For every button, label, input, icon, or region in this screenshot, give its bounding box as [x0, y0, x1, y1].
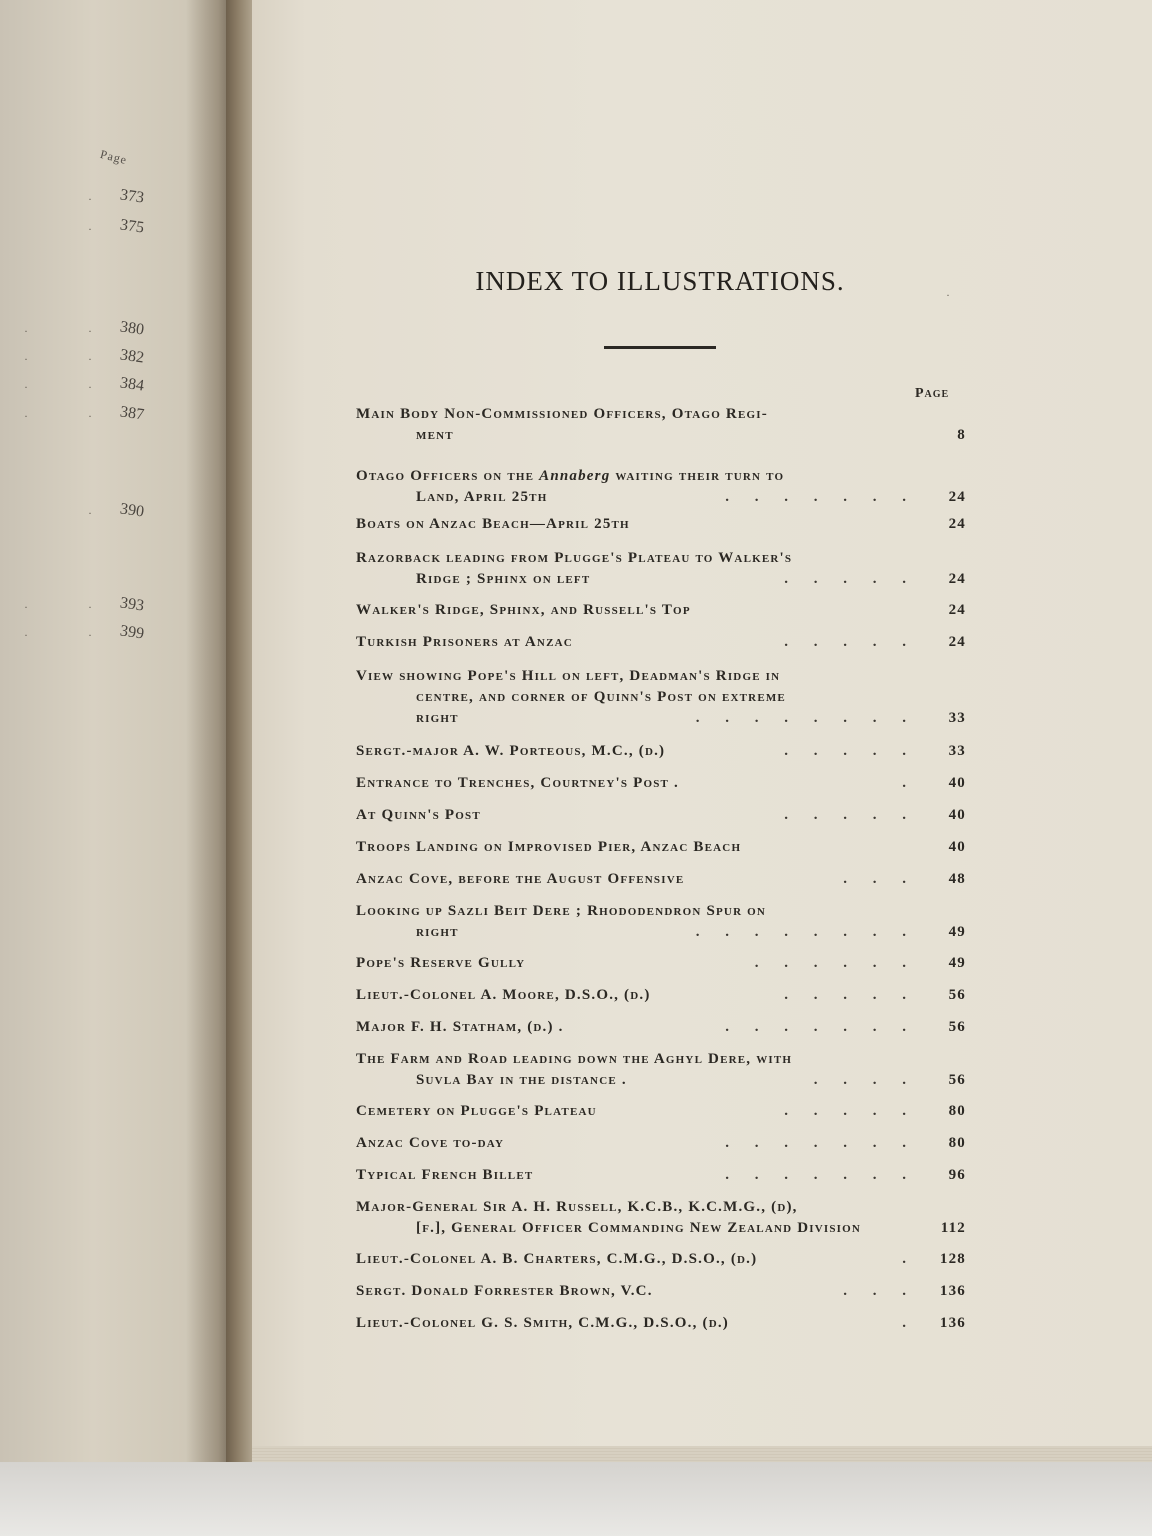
index-entry-text: Ridge ; Sphinx on left [416, 571, 591, 587]
index-entry-text: Typical French Billet [356, 1167, 534, 1183]
left-page-number: 373 [119, 186, 146, 207]
left-page-number: 384 [119, 374, 146, 395]
index-entry-page: 56 [948, 1072, 966, 1088]
dot-leader: . . . . . [784, 743, 906, 759]
index-entry-text: Boats on Anzac Beach—April 25th [356, 516, 630, 532]
index-entry [356, 466, 976, 508]
index-entry-text: Razorback leading from Plugge's Plateau to Walker's [356, 550, 793, 566]
index-entry-line [356, 805, 976, 826]
dot-leader: . . . . . . . [725, 489, 906, 505]
left-page-row: · · 380 [24, 318, 146, 339]
index-entry-page: 24 [948, 634, 966, 650]
index-entry-text: Sergt. Donald Forrester Brown, V.C. [356, 1283, 653, 1299]
page-title: INDEX TO ILLUSTRATIONS. [475, 266, 845, 296]
index-entry-page: 49 [948, 955, 966, 971]
index-entry [356, 514, 976, 535]
index-entry-text: right [416, 924, 459, 940]
index-entry-text: Lieut.-Colonel G. S. Smith, C.M.G., D.S.O., (d.) [356, 1315, 729, 1331]
index-entry-line [356, 666, 976, 687]
index-entry-text: View showing Pope's Hill on left, Deadman's Ridge in [356, 668, 781, 684]
left-facing-page [0, 0, 232, 1536]
index-entry-text: Lieut.-Colonel A. Moore, D.S.O., (d.) [356, 987, 651, 1003]
index-entry-line [356, 985, 976, 1006]
index-entry-text: Sergt.-major A. W. Porteous, M.C., (d.) [356, 743, 666, 759]
left-page-number: 380 [119, 318, 146, 339]
index-entry-line [356, 1249, 976, 1270]
index-entry-text: Troops Landing on Improvised Pier, Anzac Beach [356, 839, 742, 855]
index-entry-line [356, 1049, 976, 1070]
index-entry [356, 632, 976, 653]
index-entry-line [356, 837, 976, 858]
index-entry-line [356, 741, 976, 762]
index-entry-page: 48 [948, 871, 966, 887]
index-entry [356, 1101, 976, 1122]
left-page-row: · · 384 [24, 374, 146, 395]
index-entry-page: 8 [957, 427, 966, 443]
index-entry-line [356, 1133, 976, 1154]
index-entry-line [356, 1101, 976, 1122]
index-entry-line [356, 1313, 976, 1334]
index-entry-page: 33 [948, 710, 966, 726]
index-entry-page: 136 [939, 1315, 966, 1331]
dot-leader: . . . . . . . . [695, 710, 906, 726]
index-entry-line [356, 600, 976, 621]
index-entry-text: At Quinn's Post [356, 807, 481, 823]
index-entry [356, 600, 976, 621]
index-entry-page: 136 [939, 1283, 966, 1299]
index-entry [356, 1281, 976, 1302]
index-entry-line [356, 901, 976, 922]
index-entry-page: 56 [948, 987, 966, 1003]
index-entry-page: 112 [940, 1220, 966, 1236]
left-page-row: · 375 [88, 216, 146, 237]
index-entry-text: Looking up Sazli Beit Dere ; Rhododendron Spur on [356, 903, 767, 919]
title-rule [604, 346, 716, 349]
index-entry [356, 985, 976, 1006]
dot-leader: . . . . . [784, 571, 906, 587]
index-entry [356, 1165, 976, 1186]
index-entry-text: ment [416, 427, 454, 443]
dot-leader: . . . . . [784, 987, 906, 1003]
index-entry-page: 80 [948, 1135, 966, 1151]
index-entry-line [356, 404, 976, 425]
index-entry [356, 741, 976, 762]
index-entry-text: Land, April 25th [416, 489, 548, 505]
index-entry-page: 128 [939, 1251, 966, 1267]
index-entry [356, 773, 976, 794]
left-page-number: 399 [119, 622, 146, 643]
index-entry [356, 666, 976, 729]
index-entry-page: 24 [948, 571, 966, 587]
index-entry-line [356, 953, 976, 974]
index-entry [356, 404, 976, 446]
left-page-row: · · 382 [24, 346, 146, 367]
index-entry-line [356, 466, 976, 487]
index-entry-text: Suvla Bay in the distance . [416, 1072, 627, 1088]
index-entry-page: 40 [948, 807, 966, 823]
index-entry-text: Major-General Sir A. H. Russell, K.C.B., K.C.M.G., (d), [356, 1199, 798, 1215]
index-entry-line [356, 922, 976, 943]
index-entry-text: Pope's Reserve Gully [356, 955, 526, 971]
index-entry-line [356, 487, 976, 508]
index-entry-text: [f.], General Officer Commanding New Zealand Division [416, 1220, 862, 1236]
index-entry [356, 1049, 976, 1091]
index-entry [356, 869, 976, 890]
index-entry-line [356, 514, 976, 535]
index-entry-page: 33 [948, 743, 966, 759]
left-page-number: 375 [119, 216, 146, 237]
index-entry [356, 1249, 976, 1270]
left-page-row: · · 387 [24, 403, 146, 424]
index-entry-text: Lieut.-Colonel A. B. Charters, C.M.G., D.S.O., (d.) [356, 1251, 758, 1267]
index-entry-line [356, 569, 976, 590]
index-entry-line [356, 1197, 976, 1218]
left-page-row: · 373 [88, 186, 146, 207]
left-page-number: 382 [119, 346, 146, 367]
index-entry-line [356, 1165, 976, 1186]
index-entry-text: Walker's Ridge, Sphinx, and Russell's Top [356, 602, 691, 618]
index-entry-text: Main Body Non-Commissioned Officers, Otago Regi- [356, 406, 768, 422]
left-page-number: 393 [119, 594, 146, 615]
index-entry-text: Major F. H. Statham, (d.) . [356, 1019, 564, 1035]
index-entry-text: Otago Officers on the Annaberg waiting their turn to [356, 468, 785, 484]
dot-leader: . . . . . [784, 1103, 906, 1119]
index-entry-line [356, 1281, 976, 1302]
table-surface [0, 1462, 1152, 1536]
index-entry-page: 40 [948, 775, 966, 791]
dot-leader: . . . . . . [754, 955, 906, 971]
index-entry [356, 1017, 976, 1038]
index-entry-text: Anzac Cove to-day [356, 1135, 505, 1151]
dot-leader: . . . . . [784, 807, 906, 823]
left-page-number: 390 [119, 500, 146, 521]
index-entry-page: 96 [948, 1167, 966, 1183]
index-entry-page: 49 [948, 924, 966, 940]
page-stack-edge [252, 1446, 1152, 1462]
dot-leader: . [902, 775, 906, 791]
dot-leader: . . . . . . . [725, 1167, 906, 1183]
index-entry-line [356, 425, 976, 446]
index-entry-text: centre, and corner of Quinn's Post on extreme [416, 689, 786, 705]
index-entry [356, 805, 976, 826]
index-entry-page: 24 [948, 602, 966, 618]
left-page-label: Page [98, 146, 129, 168]
dot-leader: . . . . . . . [725, 1135, 906, 1151]
index-entry-text: right [416, 710, 459, 726]
index-entry-line [356, 1017, 976, 1038]
dot-leader: . . . . . . . [725, 1019, 906, 1035]
index-entry [356, 548, 976, 590]
left-page-number: 387 [119, 403, 146, 424]
index-entry-page: 40 [948, 839, 966, 855]
index-entry-line [356, 687, 976, 708]
dot-leader: . [902, 1315, 906, 1331]
index-entry-text: Entrance to Trenches, Courtney's Post . [356, 775, 679, 791]
index-entry-text: Turkish Prisoners at Anzac [356, 634, 573, 650]
index-entry-line [356, 1070, 976, 1091]
index-entry-line [356, 869, 976, 890]
left-page-row: · 390 [88, 500, 146, 521]
left-page-row: · · 393 [24, 594, 146, 615]
left-page-row: · · 399 [24, 622, 146, 643]
page-column-header: Page [915, 386, 950, 401]
dot-leader: . . . . [813, 1072, 906, 1088]
dot-leader: . . . [843, 1283, 906, 1299]
index-entry-text: Cemetery on Plugge's Plateau [356, 1103, 597, 1119]
index-entry [356, 1313, 976, 1334]
ink-speck: · [946, 288, 950, 302]
index-entry [356, 901, 976, 943]
index-entry-line [356, 773, 976, 794]
dot-leader: . [902, 1251, 906, 1267]
index-entry-page: 24 [948, 489, 966, 505]
index-entry [356, 1197, 976, 1239]
index-entry-page: 56 [948, 1019, 966, 1035]
index-entry-text: The Farm and Road leading down the Aghyl Dere, with [356, 1051, 793, 1067]
index-entry-page: 24 [948, 516, 966, 532]
index-entry-page: 80 [948, 1103, 966, 1119]
index-entry-line [356, 548, 976, 569]
dot-leader: . . . . . . . . [695, 924, 906, 940]
index-entry-line [356, 1218, 976, 1239]
index-entry-line [356, 708, 976, 729]
index-entry [356, 1133, 976, 1154]
index-entry-text: Anzac Cove, before the August Offensive [356, 871, 685, 887]
dot-leader: . . . [843, 871, 906, 887]
dot-leader: . . . . . [784, 634, 906, 650]
index-entry [356, 953, 976, 974]
index-entry-line [356, 632, 976, 653]
index-entry [356, 837, 976, 858]
